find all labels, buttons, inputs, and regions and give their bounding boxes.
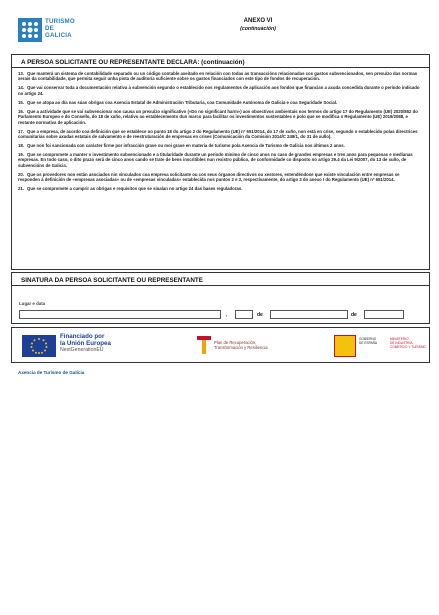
gobierno-text: GOBIERNO DE ESPAÑA (359, 337, 378, 345)
recovery-plan-text: Plan de Recuperación, Transformación y Resiliencia (214, 340, 268, 350)
declaration-section (11, 54, 430, 270)
ministerio-text: MINISTERIO DE INDUSTRIA, COMERCIO Y TURISMO (390, 337, 426, 349)
turismo-galicia-logo (18, 16, 88, 50)
declaration-item-14: 14. Que vai conservar toda a documentación relativa á subvención segundo o establecido nos regulamentos de aplicación aos fondos que financian a axuda concedida durante o período indicado no artigo 24. (18, 85, 420, 96)
declaration-title: A PERSOA SOLICITANTE OU REPRESENTANTE DECLARA: (continuación) (12, 55, 429, 68)
declaration-item-13: 13. Que manterá un sistema de contabilidade separado ou un código contable axeitado en relación con todas as transaccións relacionadas cos gastos subvencionados, sen prexuízo das normas xerais da contabilidade, que permita seguir unha pista de auditoría suficiente sobre os gastos financiados con este tipo de fondos de recuperación. (18, 71, 418, 82)
annex-heading (198, 18, 318, 32)
declaration-list (12, 68, 429, 192)
spain-coat-of-arms-icon (334, 335, 356, 357)
declaration-item-18: 18. Que non foi sancionada con carácter firme por infracción grave ou moi grave en materia de turismo pola Axencia de Turismo de Galicia nos últimos 2 anos. (18, 143, 345, 149)
place-field[interactable] (19, 310, 221, 319)
place-date-label: Lugar e data (19, 301, 46, 306)
declaration-item-20: 20. Que os provedores non están asociados nin vinculados coa empresa solicitante ou cos seus órganos directivos ou xestores, entendéndose que existe vinculación entre empresas se responden á definición de «empresas asociadas» ou de «empresas vinculadas» establecida nos puntos 2 e 3, respectivamente, do artigo 3 do anexo I do Regulamento (UE) nº 651/2014. (18, 171, 400, 183)
annex-subtitle: (continuación) (240, 26, 276, 32)
declaration-item-16: 16. Que a actividade que se vai subvencionar non causa un prexuízo significativo («Do no significant harm») aos obxectivos ambientais nos termos do artigo 17 do Regulamento (UE) 2020/852 do Parlamento Europeo e do Consello, do 18 de xuño, relativo ao establecemento dun marco para facilitar os investimentos sustentables e polo que se modifica o Regulamento (UE) 2019/2088, e restante normativa de aplicación. (18, 108, 418, 125)
signature-section (11, 272, 430, 324)
funding-logos-bar (11, 327, 430, 363)
page-header (18, 16, 428, 52)
declaration-item-19: 19. Que se compromete a manter o investimento subvencionado e a titularidade durante un período mínimo de cinco anos no caso de grandes empresas e tres anos para pequenas e medianas empresas. En todo caso, o dito prazo será de cinco anos cando se trate de bens inscritibles nun rexistro público, de conformidade co disposto no artigo 29.4 da Lei 9/2007, do 13 de xuño, de subvencións de Galicia. (18, 152, 413, 168)
comma-separator: , (226, 312, 228, 318)
logo-wordmark: TURISMO DE GALICIA (45, 18, 75, 39)
annex-title: ANEXO VI (243, 18, 273, 24)
footer-agency: Axencia de Turismo de Galicia (18, 370, 85, 375)
de-separator-2: de (351, 312, 357, 318)
eu-funding-text: Financiado por la Unión Europea NextGenerationEU (60, 333, 111, 354)
month-field[interactable] (270, 310, 348, 319)
declaration-item-21: 21. Que se compromete a cumprir as obrigas e requisitos que se sinalan no artigo 24 das bases reguladoras. (18, 186, 243, 192)
declaration-item-15: 15. Que se atopa ao día nas súas obrigas coa Axencia Estatal de Administración Tributaria, coa Comunidade Autónoma de Galicia e coa Seguridade Social. (18, 99, 338, 105)
eu-flag-icon (22, 335, 56, 357)
signature-title: SINATURA DA PERSOA SOLICITANTE OU REPRESENTANTE (12, 273, 429, 286)
de-separator-1: de (257, 312, 263, 318)
recovery-plan-icon (197, 336, 211, 354)
galicia-cross-icon (18, 18, 42, 42)
declaration-item-17: 17. Que a empresa, de acordo coa definición que se establece no punto 18 do artigo 2 do Regulamento (UE) nº 651/2014, do 17 de xuño, non está en crise, segundo o establecido polas directrices comunitarias sobre axudas estatais de salvamento e de reestruturación de empresas en crises (Comunicación da Comisión 2014/C 249/1, do 31 de xullo). (18, 128, 418, 140)
day-field[interactable] (235, 310, 253, 319)
year-field[interactable] (364, 310, 404, 319)
